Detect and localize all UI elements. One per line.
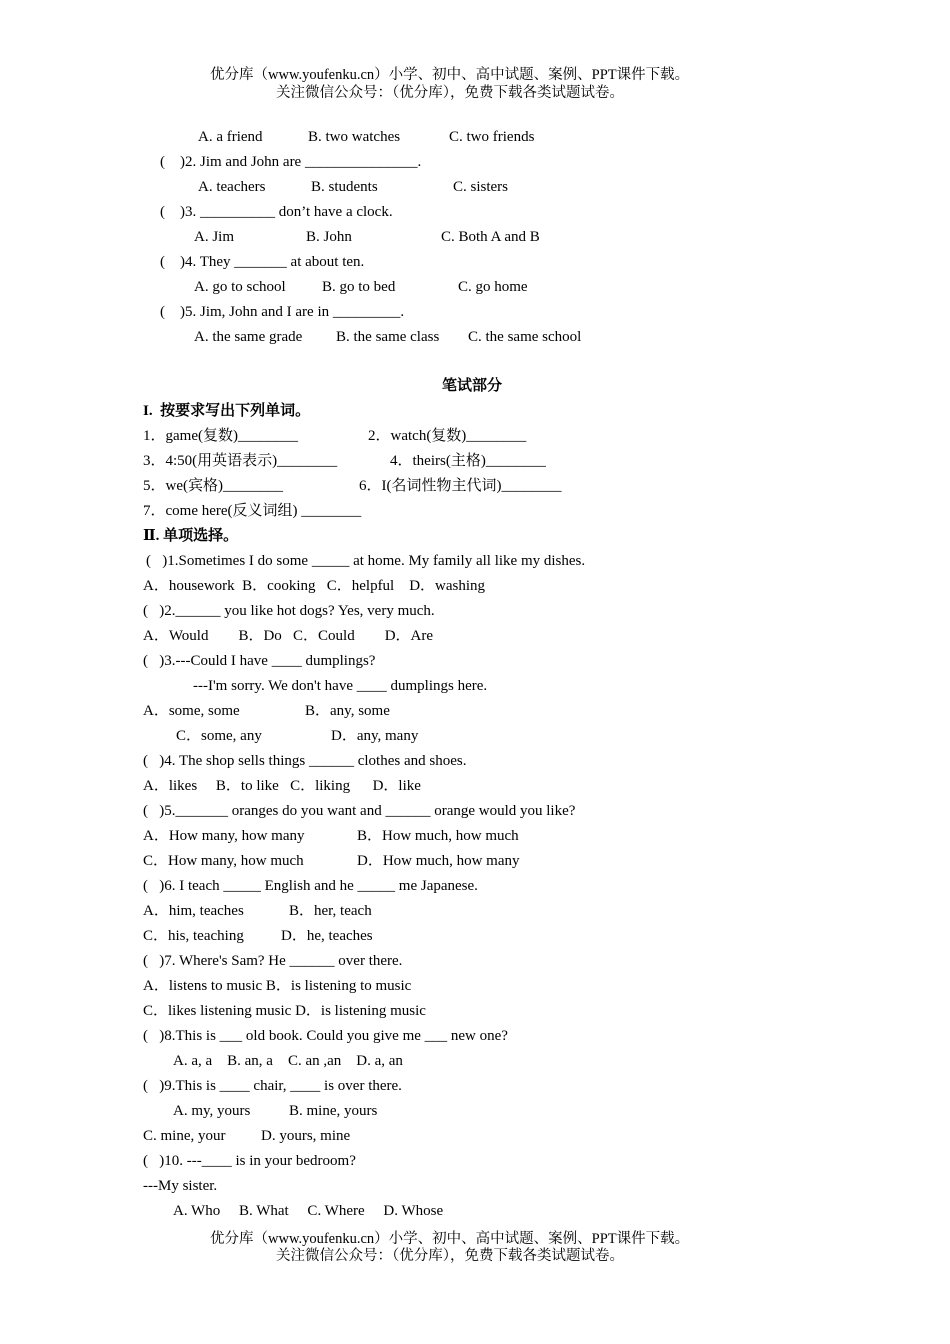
listening-q3: ( )3. __________ don’t have a clock. — [160, 204, 393, 220]
word-item-3: 3．4:50(用英语表示)________ — [143, 453, 338, 469]
word-item-1: 1．game(复数)________ — [143, 428, 298, 444]
mc-line: C．his, teaching — [143, 928, 244, 944]
mc-line: A．listens to music B．is listening to music — [143, 978, 412, 994]
mc-line: ( )8.This is ___ old book. Could you give me ___ new one? — [143, 1028, 508, 1044]
q4-option-c: C. go home — [458, 279, 528, 295]
mc-line: D. yours, mine — [261, 1128, 351, 1144]
word-item-5: 5．we(宾格)________ — [143, 478, 283, 494]
mc-line: ( )10. ---____ is in your bedroom? — [143, 1153, 356, 1169]
header-line-2: 关注微信公众号：（优分库），免费下载各类试题试卷。 — [276, 85, 624, 101]
q5-option-b: B. the same class — [336, 329, 440, 345]
word-item-7: 7．come here(反义词组) ________ — [143, 503, 362, 519]
q2-option-c: C. sisters — [453, 179, 509, 195]
q3-option-b: B. John — [306, 229, 352, 245]
mc-line: ---My sister. — [143, 1178, 218, 1194]
mc-line: A．likes B．to like C．liking D．like — [143, 778, 421, 794]
mc-line: ( )4. The shop sells things ______ clothes and shoes. — [143, 753, 467, 769]
mc-line: A．Would B．Do C．Could D．Are — [143, 628, 434, 644]
q5-option-a: A. the same grade — [194, 329, 303, 345]
q1-option-b: B. two watches — [308, 129, 401, 145]
mc-line: A. a, a B. an, a C. an ,an D. a, an — [173, 1053, 403, 1069]
section-1-heading: I. 按要求写出下列单词。 — [143, 403, 311, 419]
mc-line: A. Who B. What C. Where D. Whose — [173, 1203, 444, 1219]
mc-line: ( )9.This is ____ chair, ____ is over there. — [143, 1078, 402, 1094]
mc-line: ---I'm sorry. We don't have ____ dumplings here. — [193, 678, 488, 694]
q2-option-a: A. teachers — [198, 179, 266, 195]
mc-line: C．likes listening music D．is listening music — [143, 1003, 426, 1019]
mc-line: A. my, yours — [173, 1103, 251, 1119]
mc-line: C．some, any — [176, 728, 262, 744]
listening-q5: ( )5. Jim, John and I are in _________. — [160, 304, 405, 320]
mc-line: B．her, teach — [289, 903, 372, 919]
q3-option-a: A. Jim — [194, 229, 235, 245]
q4-option-a: A. go to school — [194, 279, 286, 295]
q2-option-b: B. students — [311, 179, 378, 195]
written-section-title: 笔试部分 — [442, 378, 503, 394]
mc-line: D．How much, how many — [357, 853, 520, 869]
listening-q2: ( )2. Jim and John are _______________. — [160, 154, 422, 170]
mc-line: C. mine, your — [143, 1128, 226, 1144]
mc-line: ( )7. Where's Sam? He ______ over there. — [143, 953, 403, 969]
footer-line-1: 优分库（www.youfenku.cn）小学、初中、高中试题、案例、PPT课件下载。 — [210, 1231, 690, 1247]
mc-line: B．any, some — [305, 703, 390, 719]
q1-option-c: C. two friends — [449, 129, 535, 145]
mc-line: D．he, teaches — [281, 928, 373, 944]
word-item-6: 6．I(名词性物主代词)________ — [359, 478, 562, 494]
section-2-heading: Ⅱ. 单项选择。 — [143, 528, 239, 544]
mc-line: A．housework B．cooking C．helpful D．washing — [143, 578, 486, 594]
listening-q4: ( )4. They _______ at about ten. — [160, 254, 365, 270]
mc-line: ( )3.---Could I have ____ dumplings? — [143, 653, 376, 669]
mc-line: B. mine, yours — [289, 1103, 378, 1119]
mc-line: ( )2.______ you like hot dogs? Yes, very much. — [143, 603, 435, 619]
footer-line-2: 关注微信公众号：（优分库），免费下载各类试题试卷。 — [276, 1248, 624, 1264]
q1-option-a: A. a friend — [198, 129, 263, 145]
word-item-4: 4．theirs(主格)________ — [390, 453, 546, 469]
mc-line: ( )6. I teach _____ English and he _____ me Japanese. — [143, 878, 478, 894]
mc-line: D．any, many — [331, 728, 419, 744]
mc-line: A．How many, how many — [143, 828, 305, 844]
mc-line: A．some, some — [143, 703, 240, 719]
mc-line: ( )5._______ oranges do you want and ______ orange would you like? — [143, 803, 576, 819]
q3-option-c: C. Both A and B — [441, 229, 540, 245]
mc-line: ( )1.Sometimes I do some _____ at home. My family all like my dishes. — [146, 553, 586, 569]
word-item-2: 2．watch(复数)________ — [368, 428, 527, 444]
mc-line: C．How many, how much — [143, 853, 304, 869]
header-line-1: 优分库（www.youfenku.cn）小学、初中、高中试题、案例、PPT课件下载。 — [210, 67, 690, 83]
q5-option-c: C. the same school — [468, 329, 582, 345]
mc-line: A．him, teaches — [143, 903, 244, 919]
mc-line: B．How much, how much — [357, 828, 519, 844]
q4-option-b: B. go to bed — [322, 279, 396, 295]
